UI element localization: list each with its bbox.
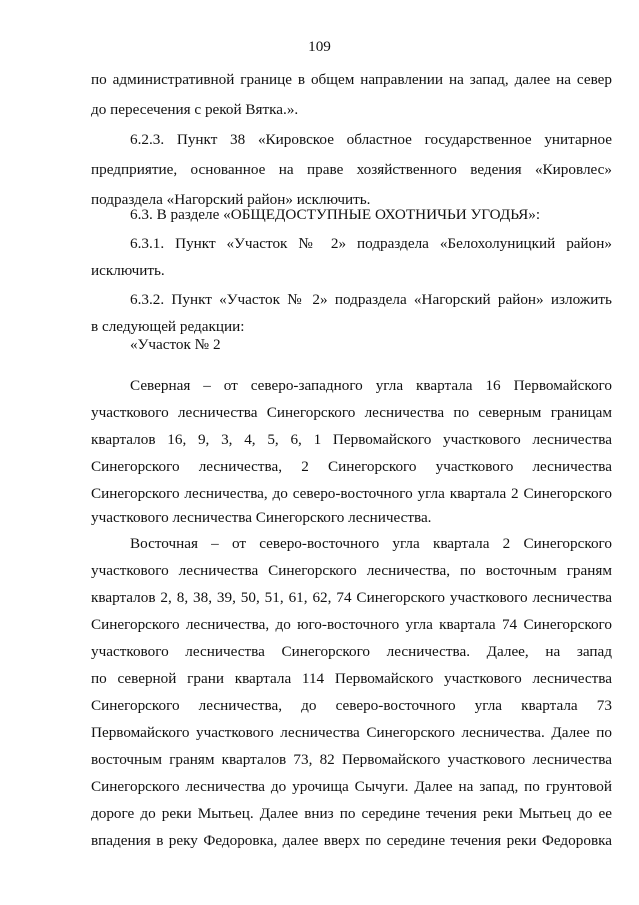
paragraph-first-line: Северная – от северо-западного угла квартала 16 Первомайского (130, 377, 612, 394)
text-line: по северной грани квартала 114 Первомайского участкового лесничества (91, 670, 612, 687)
text-line: участкового лесничества Синегорского лесничества, по восточным граням (91, 562, 612, 579)
text-line: Синегорского лесничества, до северо-восточного угла квартала 2 Синегорского (91, 485, 612, 502)
text-line: по административной границе в общем направлении на запад, далее на север (91, 71, 612, 88)
paragraph-first-line: 6.3. В разделе «ОБЩЕДОСТУПНЫЕ ОХОТНИЧЬИ УГОДЬЯ»: (130, 206, 541, 223)
text-line: Синегорского лесничества, до юго-восточного угла квартала 74 Синегорского (91, 616, 612, 633)
text-line: в следующей редакции: (91, 318, 245, 335)
section-heading: «Участок № 2 (130, 336, 221, 353)
text-line: подраздела «Нагорский район» исключить. (91, 191, 371, 208)
text-line: Синегорского лесничества до урочища Сычуги. Далее на запад, по грунтовой (91, 778, 612, 795)
text-line: кварталов 16, 9, 3, 4, 5, 6, 1 Первомайского участкового лесничества (91, 431, 612, 448)
text-line: дороге до реки Мытьец. Далее вниз по середине течения реки Мытьец до ее (91, 805, 612, 822)
page-number: 109 (308, 38, 331, 55)
text-line: до пересечения с рекой Вятка.». (91, 101, 299, 118)
text-line: предприятие, основанное на праве хозяйственного ведения «Кировлес» (91, 161, 612, 178)
paragraph-first-line: Восточная – от северо-восточного угла квартала 2 Синегорского (130, 535, 612, 552)
text-line: участкового лесничества Синегорского лесничества. Далее, на запад (91, 643, 612, 660)
text-line: участкового лесничества Синегорского лесничества. (91, 509, 432, 526)
text-line: Синегорского лесничества, до северо-восточного угла квартала 73 (91, 697, 612, 714)
text-line: кварталов 2, 8, 38, 39, 50, 51, 61, 62, 74 Синегорского участкового лесничества (91, 589, 612, 606)
text-line: восточным граням кварталов 73, 82 Первомайского участкового лесничества (91, 751, 612, 768)
text-line: Синегорского лесничества, 2 Синегорского участкового лесничества (91, 458, 612, 475)
text-line: участкового лесничества Синегорского лесничества по северным границам (91, 404, 612, 421)
paragraph-first-line: 6.3.1. Пункт «Участок № 2» подраздела «Белохолуницкий район» (130, 235, 612, 252)
text-line: впадения в реку Федоровка, далее вверх по середине течения реки Федоровка (91, 832, 612, 849)
paragraph-first-line: 6.3.2. Пункт «Участок № 2» подраздела «Нагорский район» изложить (130, 291, 612, 308)
text-line: исключить. (91, 262, 165, 279)
text-line: Первомайского участкового лесничества Синегорского лесничества. Далее по (91, 724, 612, 741)
paragraph-first-line: 6.2.3. Пункт 38 «Кировское областное государственное унитарное (130, 131, 612, 148)
